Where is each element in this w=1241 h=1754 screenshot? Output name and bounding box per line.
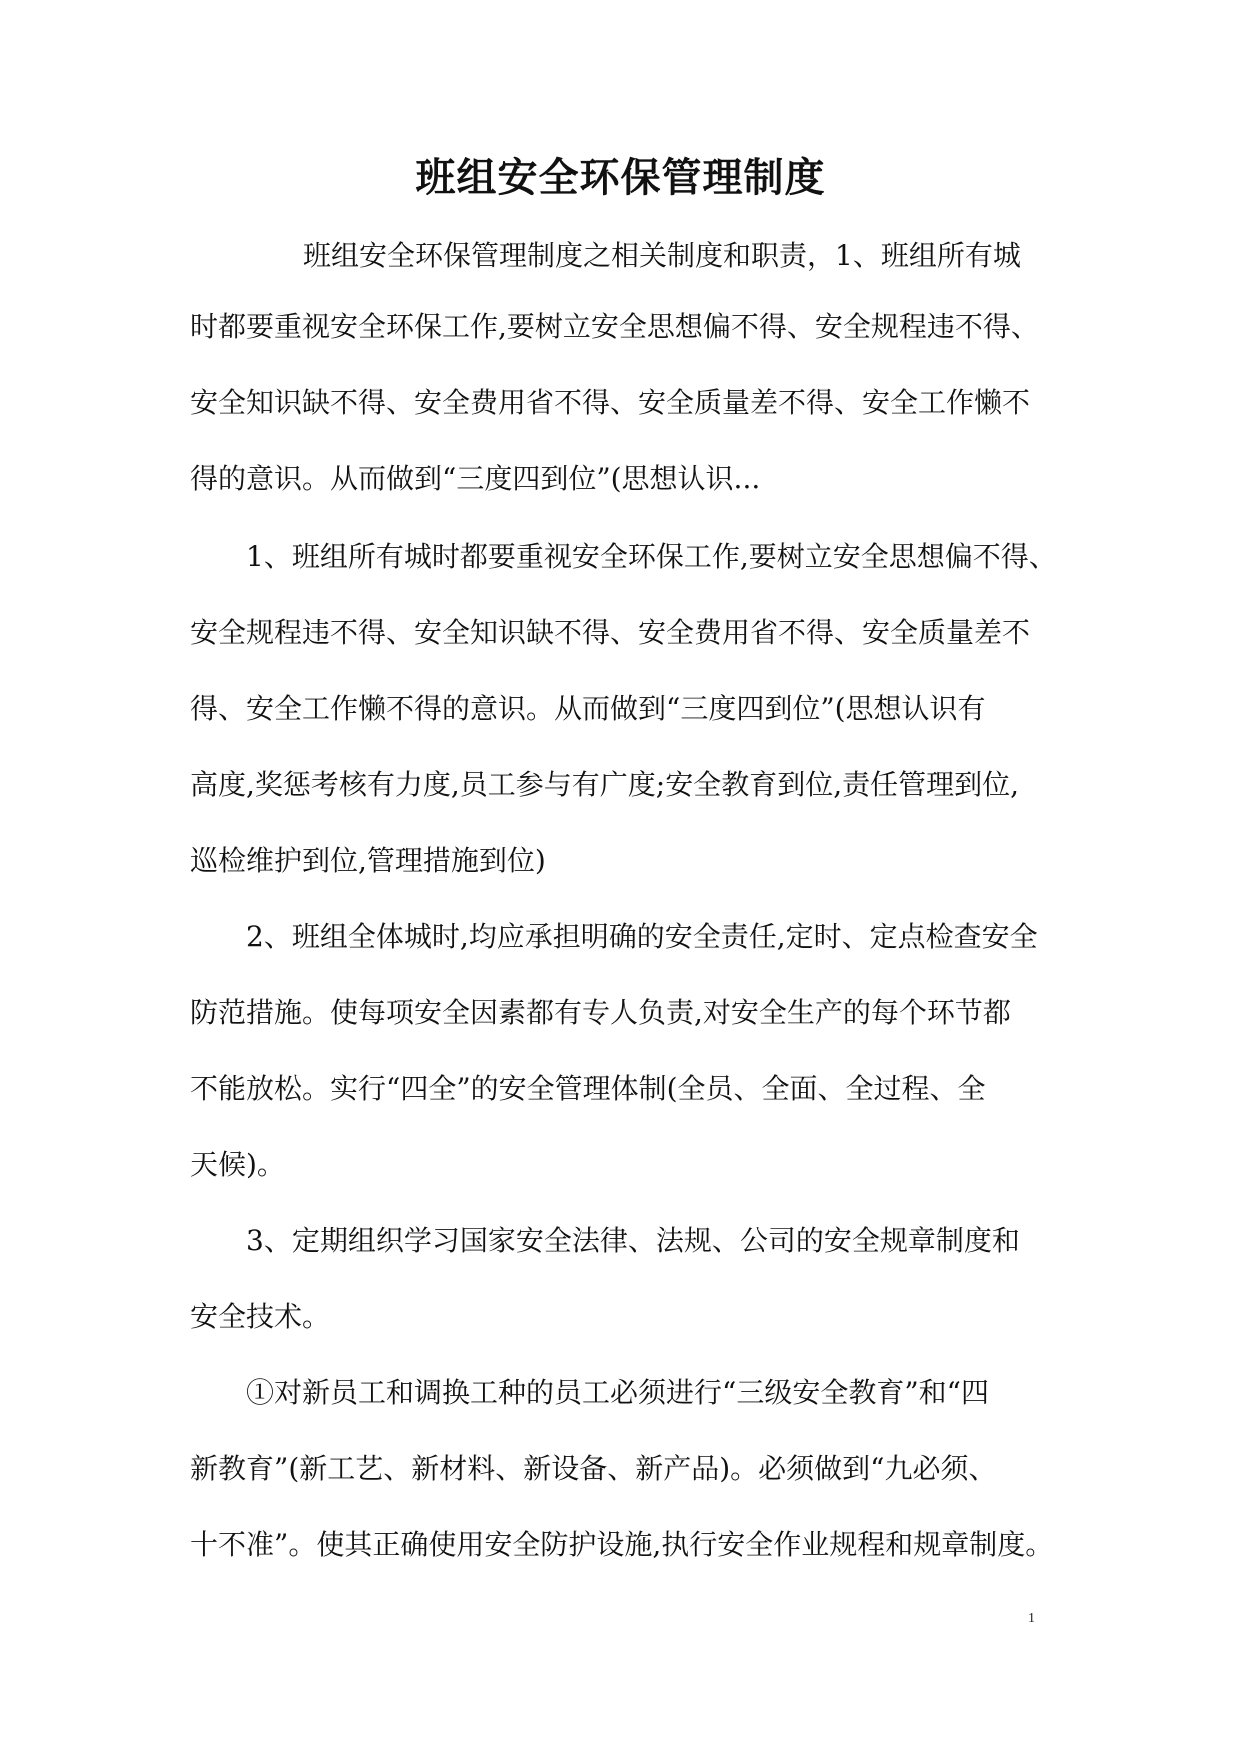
text-line: 1、班组所有城时都要重视安全环保工作,要树立安全思想偏不得、 [246,540,1057,573]
text-line: 天候)。 [190,1148,285,1181]
text-line: 时都要重视安全环保工作,要树立安全思想偏不得、安全规程违不得、 [190,310,1039,343]
text-line: 安全规程违不得、安全知识缺不得、安全费用省不得、安全质量差不 [190,616,1031,649]
text-line: 安全知识缺不得、安全费用省不得、安全质量差不得、安全工作懒不 [190,386,1031,419]
text-line: 高度,奖惩考核有力度,员工参与有广度;安全教育到位,责任管理到位, [190,768,1020,801]
text-line: 巡检维护到位,管理措施到位) [190,844,546,877]
text-line: 防范措施。使每项安全因素都有专人负责,对安全生产的每个环节都 [190,996,1011,1029]
document-title: 班组安全环保管理制度 [415,154,826,201]
text-line: 得的意识。从而做到“三度四到位”(思想认识... [190,462,761,495]
text-line: 新教育”(新工艺、新材料、新设备、新产品)。必须做到“九必须、 [190,1452,997,1485]
text-line: 班组安全环保管理制度之相关制度和职责，1、班组所有城 [303,239,1021,272]
text-line: ①对新员工和调换工种的员工必须进行“三级安全教育”和“四 [246,1376,989,1409]
text-line: 十不准”。使其正确使用安全防护设施,执行安全作业规程和规章制度。 [190,1528,1054,1561]
text-line: 3、定期组织学习国家安全法律、法规、公司的安全规章制度和 [246,1224,1020,1257]
text-line: 安全技术。 [190,1300,331,1333]
text-line: 不能放松。实行“四全”的安全管理体制(全员、全面、全过程、全 [190,1072,986,1105]
page-number: 1 [1028,1611,1035,1626]
text-line: 2、班组全体城时,均应承担明确的安全责任,定时、定点检查安全 [246,920,1038,953]
text-line: 得、安全工作懒不得的意识。从而做到“三度四到位”(思想认识有 [190,692,986,725]
